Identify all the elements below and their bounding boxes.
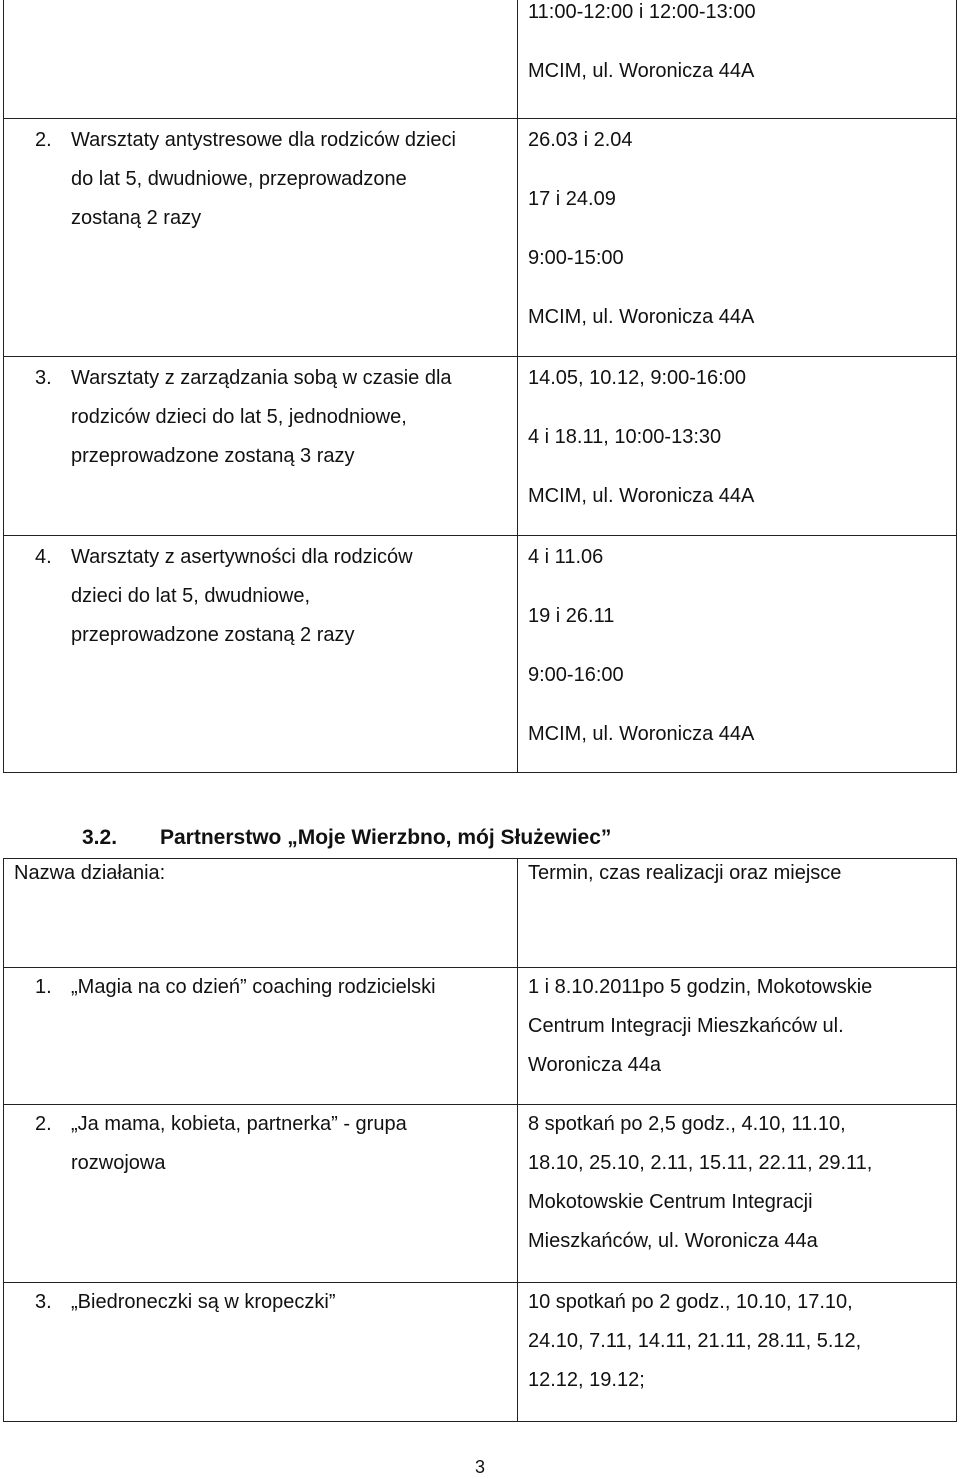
schedule-table-workshops xyxy=(3,0,957,773)
term-line: 9:00-15:00 xyxy=(528,247,624,269)
row-number: 2. xyxy=(35,129,52,151)
term-line: MCIM, ul. Woronicza 44A xyxy=(528,60,755,82)
term-line: 8 spotkań po 2,5 godz., 4.10, 11.10, xyxy=(528,1113,846,1135)
section-number: 3.2. xyxy=(82,826,118,849)
term-line: MCIM, ul. Woronicza 44A xyxy=(528,306,755,328)
activity-line: 2. „Ja mama, kobieta, partnerka” - grupa xyxy=(4,1105,517,1144)
activity-line: 3. „Biedroneczki są w kropeczki” xyxy=(4,1283,517,1322)
term-cell xyxy=(518,1105,957,1283)
term-line: 12.12, 19.12; xyxy=(528,1369,645,1391)
term-line: 1 i 8.10.2011po 5 godzin, Mokotowskie xyxy=(528,976,873,998)
activity-cell xyxy=(4,536,518,773)
activity-cell xyxy=(4,1105,518,1283)
table-row xyxy=(4,0,957,119)
activity-cell xyxy=(4,357,518,536)
activity-line: przeprowadzone zostaną 2 razy xyxy=(71,624,355,646)
table-row xyxy=(4,1283,957,1422)
table-row xyxy=(4,357,957,536)
term-line: 26.03 i 2.04 xyxy=(528,129,633,151)
term-line: MCIM, ul. Woronicza 44A xyxy=(528,485,755,507)
row-number: 3. xyxy=(35,1291,52,1313)
activity-line: 2. Warsztaty antystresowe dla rodziców dzieci xyxy=(4,121,517,160)
term-cell xyxy=(518,536,957,773)
term-line: 14.05, 10.12, 9:00-16:00 xyxy=(528,367,746,389)
activity-line: przeprowadzone zostaną 3 razy xyxy=(71,445,355,467)
table-row xyxy=(4,119,957,357)
term-cell xyxy=(518,968,957,1105)
activity-line: 3. Warsztaty z zarządzania sobą w czasie dla xyxy=(4,359,517,398)
activity-cell xyxy=(4,0,518,119)
header-term-cell xyxy=(518,859,957,968)
activity-cell xyxy=(4,968,518,1105)
term-cell xyxy=(518,119,957,357)
row-number: 4. xyxy=(35,546,52,568)
header-name-cell xyxy=(4,859,518,968)
column-header-name: Nazwa działania: xyxy=(14,862,166,884)
term-line: 4 i 18.11, 10:00-13:30 xyxy=(528,426,722,448)
term-line: 9:00-16:00 xyxy=(528,664,624,686)
term-line: MCIM, ul. Woronicza 44A xyxy=(528,723,755,745)
term-cell xyxy=(518,357,957,536)
term-cell xyxy=(518,0,957,119)
row-number: 2. xyxy=(35,1113,52,1135)
term-line: 18.10, 25.10, 2.11, 15.11, 22.11, 29.11, xyxy=(528,1152,873,1174)
term-line: Centrum Integracji Mieszkańców ul. xyxy=(528,1015,844,1037)
activity-line: rozwojowa xyxy=(71,1152,166,1174)
table-row xyxy=(4,1105,957,1283)
table-row xyxy=(4,536,957,773)
activity-line: do lat 5, dwudniowe, przeprowadzone xyxy=(71,168,407,190)
term-line: 4 i 11.06 xyxy=(528,546,604,568)
page-number: 3 xyxy=(474,1457,485,1477)
term-line: 10 spotkań po 2 godz., 10.10, 17.10, xyxy=(528,1291,853,1313)
term-line: 19 i 26.11 xyxy=(528,605,615,627)
table-header-row xyxy=(4,859,957,968)
activity-line: zostaną 2 razy xyxy=(71,207,202,229)
activity-line: dzieci do lat 5, dwudniowe, xyxy=(71,585,311,607)
activity-line: 1. „Magia na co dzień” coaching rodzicielski xyxy=(4,968,517,1007)
column-header-term: Termin, czas realizacji oraz miejsce xyxy=(528,862,842,884)
activity-cell xyxy=(4,1283,518,1422)
activity-cell xyxy=(4,119,518,357)
schedule-table-partnership xyxy=(3,858,957,1422)
term-line: Woronicza 44a xyxy=(528,1054,662,1076)
table-row xyxy=(4,968,957,1105)
term-line: 24.10, 7.11, 14.11, 21.11, 28.11, 5.12, xyxy=(528,1330,862,1352)
term-cell xyxy=(518,1283,957,1422)
row-number: 1. xyxy=(35,976,52,998)
term-line: Mieszkańców, ul. Woronicza 44a xyxy=(528,1230,818,1252)
term-line: Mokotowskie Centrum Integracji xyxy=(528,1191,813,1213)
row-number: 3. xyxy=(35,367,52,389)
term-line: 17 i 24.09 xyxy=(528,188,616,210)
section-title: Partnerstwo „Moje Wierzbno, mój Służewiec” xyxy=(160,826,612,849)
term-line: 11:00-12:00 i 12:00-13:00 xyxy=(528,1,756,23)
activity-line: rodziców dzieci do lat 5, jednodniowe, xyxy=(71,406,407,428)
activity-line: 4. Warsztaty z asertywności dla rodziców xyxy=(4,538,517,577)
